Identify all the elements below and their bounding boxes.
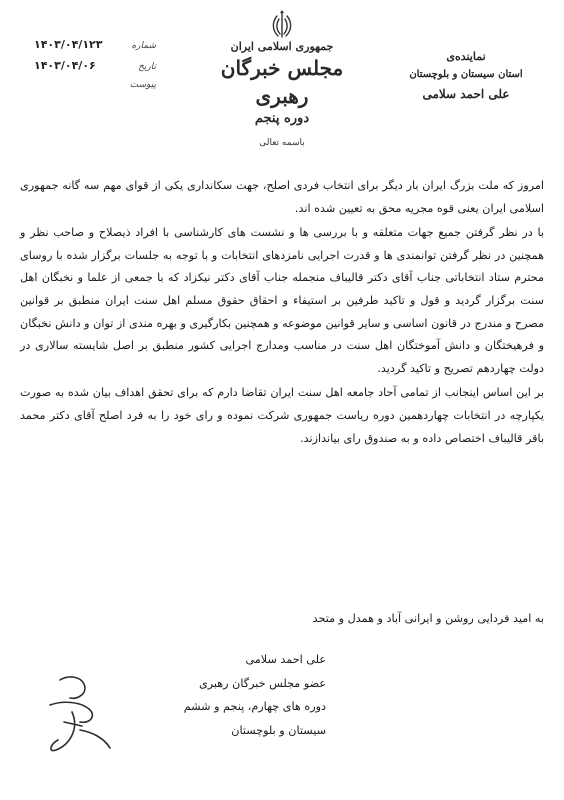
number-value: ۱۴۰۳/۰۴/۱۲۳ — [34, 38, 103, 51]
representative-name: علی احمد سلامی — [422, 87, 510, 101]
letter-body — [20, 175, 544, 450]
letter-meta — [34, 38, 156, 101]
meta-date-row — [34, 59, 156, 80]
signer-province: سیستان و بلوچستان — [231, 723, 326, 737]
meta-number-row — [34, 38, 156, 59]
representative-province: استان سیستان و بلوچستان — [409, 69, 523, 80]
signature-block — [126, 648, 326, 742]
signer-terms: دوره های چهارم، پنجم و ششم — [183, 700, 326, 713]
salutation: باسمه تعالی — [259, 138, 305, 148]
handwritten-signature — [20, 660, 140, 770]
signer-title: عضو مجلس خبرگان رهبری — [198, 676, 326, 690]
number-label: شماره — [131, 41, 156, 51]
country-name: جمهوری اسلامی ایران — [230, 40, 334, 53]
attachment-label: پیوست — [129, 80, 156, 90]
assembly-term: دوره پنجم — [254, 111, 310, 126]
meta-attachment-row — [34, 80, 156, 101]
closing-line: به امید فردایی روشن و ایرانی آباد و همدل و متحد — [312, 612, 544, 625]
representative-header — [406, 48, 526, 104]
date-label: تاریخ — [138, 62, 156, 72]
representative-label: نماینده‌ی — [446, 50, 486, 63]
assembly-name: مجلس خبرگان رهبری — [220, 56, 344, 108]
iran-emblem-icon — [268, 10, 296, 40]
signer-name: علی احمد سلامی — [245, 653, 326, 666]
letterhead-center — [192, 10, 372, 128]
body-paragraph-3: بر این اساس اینجانب از تمامی آحاد جامعه اهل سنت ایران تقاضا دارم که برای تحقق اهداف بیان شده به صورت یکپارچه در انتخابات چهاردهمین دوره ریاست جمهوری شرکت نموده و رای خود را به فرد اصلح آقای دکتر محمد باقر قالیباف اختصاص داده و به صندوق رای بیاندازند. — [20, 386, 544, 445]
body-paragraph-1: امروز که ملت بزرگ ایران بار دیگر برای انتخاب فردی اصلح، جهت سکانداری یکی از قوای مهم سه گانه جمهوری اسلامی ایران یعنی قوه مجریه محق به تعیین شده اند. — [20, 179, 544, 215]
body-paragraph-2: با در نظر گرفتن جمیع جهات متعلقه و با بررسی ها و نشست های کارشناسی با افراد ذیصلاح و صاحب نظر و همچنین در نظر گرفتن توانمندی ها و قدرت اجرایی نامزدهای انتخابات و با توجه به جلسات برگزار شده با روسای محترم ستاد انتخاباتی جناب آقای دکتر قالیباف منجمله جناب آقای دکتر نیکزاد که با جمعی از علما و نخبگان اهل سنت برگزار گردید و قول و تاکید طرفین بر استیفاء و احقاق حقوق مسلم اهل سنت ایران منطبق بر قوانین مصرح و مندرج در قانون اساسی و سایر قوانین موضوعه و همچنین بکارگیری و بهره مندی از توان و دانش نخبگان و فرهیختگان و دانش آموختگان اهل سنت در مناسب ومدارج اجرایی کشور منطبق بر اصل شایسته سالاری در دولت چهاردهم تصریح و تاکید گردید. — [20, 226, 544, 375]
date-value: ۱۴۰۳/۰۴/۰۶ — [34, 59, 96, 72]
